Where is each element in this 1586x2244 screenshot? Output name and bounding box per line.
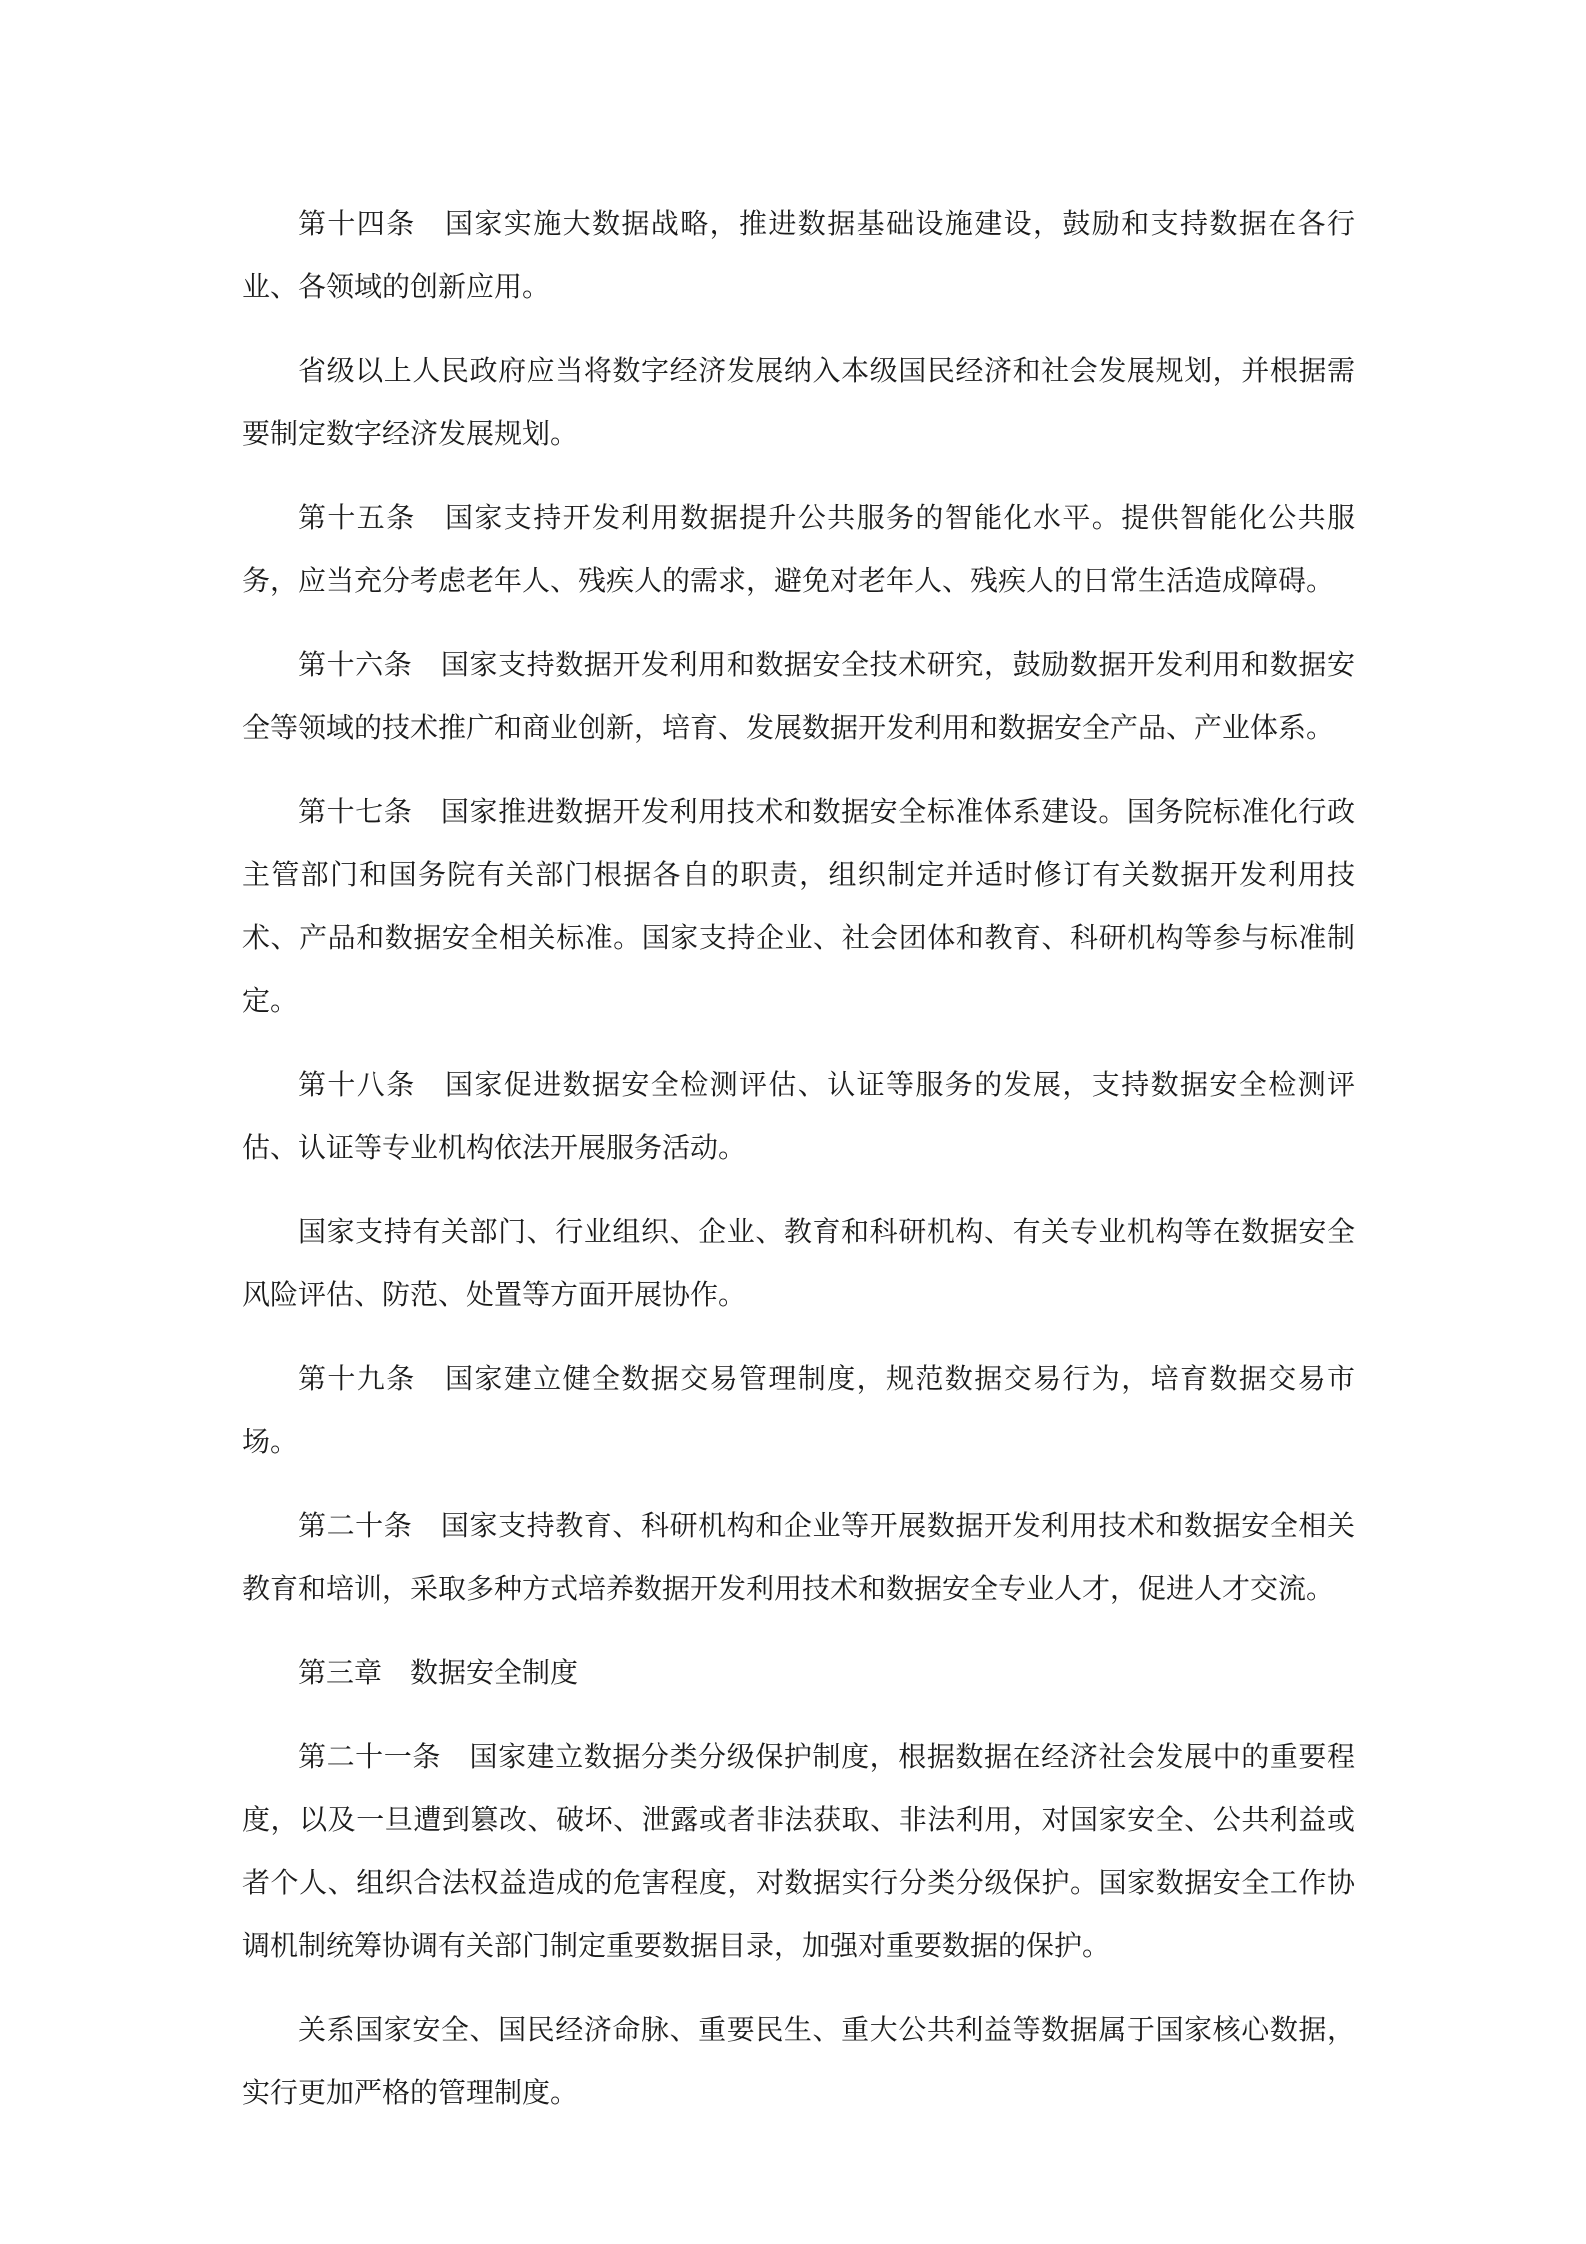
article-19: 第十九条 国家建立健全数据交易管理制度，规范数据交易行为，培育数据交易市场。 bbox=[242, 1362, 1355, 1458]
article-20: 第二十条 国家支持教育、科研机构和企业等开展数据开发利用技术和数据安全相关教育和培训，采取多种方式培养数据开发利用技术和数据安全专业人才，促进人才交流。 bbox=[242, 1509, 1355, 1605]
article-17: 第十七条 国家推进数据开发利用技术和数据安全标准体系建设。国务院标准化行政主管部门和国务院有关部门根据各自的职责，组织制定并适时修订有关数据开发利用技术、产品和数据安全相关标准。国家支持企业、社会团体和教育、科研机构等参与标准制定。 bbox=[242, 795, 1355, 1017]
article-21: 第二十一条 国家建立数据分类分级保护制度，根据数据在经济社会发展中的重要程度，以及一旦遭到篡改、破坏、泄露或者非法获取、非法利用，对国家安全、公共利益或者个人、组织合法权益造成的危害程度，对数据实行分类分级保护。国家数据安全工作协调机制统筹协调有关部门制定重要数据目录，加强对重要数据的保护。 bbox=[242, 1740, 1355, 1962]
chapter-3-heading: 第三章 数据安全制度 bbox=[298, 1656, 579, 1689]
article-16: 第十六条 国家支持数据开发利用和数据安全技术研究，鼓励数据开发利用和数据安全等领域的技术推广和商业创新，培育、发展数据开发利用和数据安全产品、产业体系。 bbox=[242, 648, 1355, 744]
article-18-para-2: 国家支持有关部门、行业组织、企业、教育和科研机构、有关专业机构等在数据安全风险评估、防范、处置等方面开展协作。 bbox=[242, 1215, 1355, 1311]
article-14-para-2: 省级以上人民政府应当将数字经济发展纳入本级国民经济和社会发展规划，并根据需要制定数字经济发展规划。 bbox=[242, 354, 1355, 450]
article-14: 第十四条 国家实施大数据战略，推进数据基础设施建设，鼓励和支持数据在各行业、各领域的创新应用。 bbox=[242, 207, 1355, 303]
article-15: 第十五条 国家支持开发利用数据提升公共服务的智能化水平。提供智能化公共服务，应当充分考虑老年人、残疾人的需求，避免对老年人、残疾人的日常生活造成障碍。 bbox=[242, 501, 1355, 597]
document-page bbox=[242, 192, 1355, 2145]
article-21-para-2: 关系国家安全、国民经济命脉、重要民生、重大公共利益等数据属于国家核心数据，实行更加严格的管理制度。 bbox=[242, 2013, 1355, 2109]
article-18: 第十八条 国家促进数据安全检测评估、认证等服务的发展，支持数据安全检测评估、认证等专业机构依法开展服务活动。 bbox=[242, 1068, 1355, 1164]
